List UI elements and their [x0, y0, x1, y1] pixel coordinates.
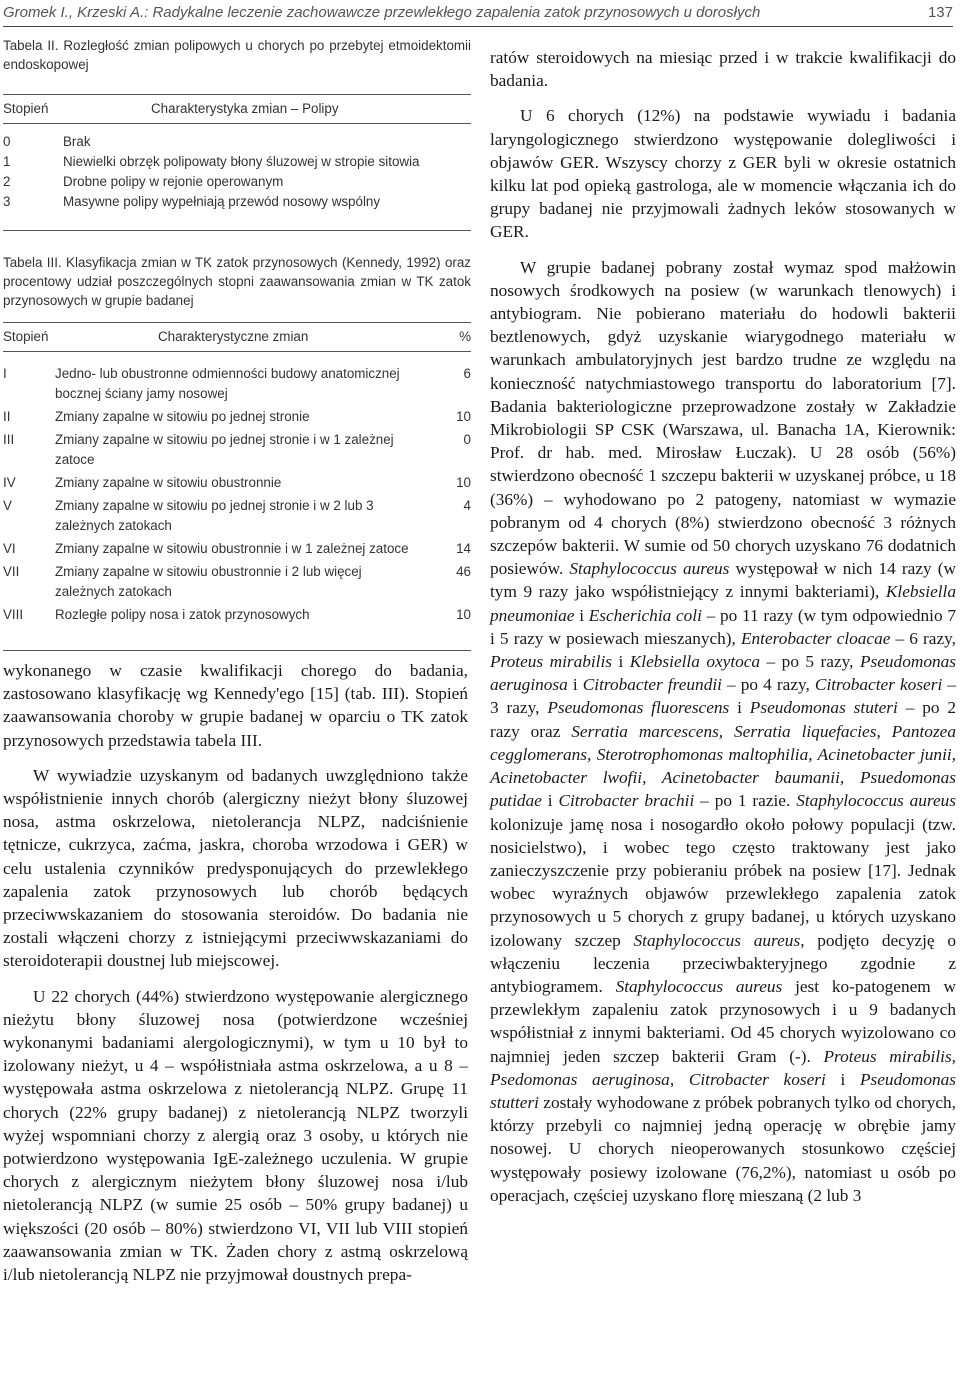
- species-name: Pseudomonas fluorescens: [547, 698, 730, 718]
- table-row: [3, 407, 471, 427]
- row-pct: 0: [463, 432, 471, 447]
- row-desc: Zmiany zapalne w sitowiu po jednej stronie: [55, 409, 310, 424]
- table-3-caption: Tabela III. Klasyfikacja zmian w TK zatok przynosowych (Kennedy, 1992) oraz procentowy udział poszczególnych stopni zaawansowania zmian w TK zatok przynosowych w grupie badanej: [3, 255, 471, 308]
- row-desc: Zmiany zapalne w sitowiu obustronnie i w 1 zależnej zatoce: [55, 541, 409, 556]
- row-stage: VI: [3, 541, 16, 556]
- species-name: Citrobacter freundii: [582, 675, 722, 695]
- table-row: [3, 172, 471, 192]
- table-2-col-stage: Stopień: [3, 101, 49, 116]
- row-desc: Niewielki obrzęk polipowaty błony śluzowej w stropie sitowia: [63, 154, 420, 169]
- text-run: – po 4 razy,: [721, 675, 815, 695]
- species-name: Klebsiella pneumoniae: [490, 582, 956, 625]
- running-title: Gromek I., Krzeski A.: Radykalne leczenie zachowawcze przewlekłego zapalenia zatok przynosowych u dorosłych: [3, 4, 761, 21]
- species-name: Staphylococcus aureus: [796, 791, 956, 811]
- table-2: [3, 36, 471, 236]
- row-desc: Zmiany zapalne w sitowiu obustronnie: [55, 475, 282, 490]
- species-name: Serratia marcescens, Serratia liquefacies, Pantozea cegglomerans, Sterotrophomonas maltophilia, Acinetobacter junii, Acinetobacter lwofii, Acinetobacter baumanii, Psuedomonas putidae: [490, 721, 956, 811]
- row-desc: Masywne polipy wypełniają przewód nosowy wspólny: [63, 194, 381, 209]
- table-row: [3, 192, 471, 212]
- species-name: Enterobacter cloacae: [740, 628, 891, 648]
- body-paragraph: W wywiadzie uzyskanym od badanych uwzględniono także współistnienie innych chorób (alergiczny nieżyt błony śluzowej nosa, astma oskrzelowa, nietolerancja NLPZ, nadciśnienie tętnicze, cukrzyca, zaćma, jaskra, choroba wrzodowa i GER) w celu ustalenia czynników predysponujących do przewlekłego zapalenia zatok przynosowych lub chorób będących przeciwwskazaniem do stosowania steroidów. Do badania nie zostali włączeni chorzy z istniejącymi przeciwwskazaniami do steroidoterapii doustnej lub miejscowej.: [3, 765, 468, 971]
- row-stage: VII: [3, 564, 20, 579]
- table-row: [3, 152, 471, 172]
- row-stage: V: [3, 498, 12, 513]
- species-name: Pseudomonas aeruginosa: [490, 652, 956, 695]
- text-run: i: [541, 791, 559, 811]
- text-run: i: [729, 698, 750, 718]
- body-paragraph: U 22 chorych (44%) stwierdzono występowanie alergicznego nieżytu błony śluzowej nosa (potwierdzone wcześniej wykonanymi badaniami alergologicznymi), w tym u 10 był to izolowany nieżyt, u 4 – współistniała astma oskrzelowa, a u 8 – występowała astma oskrzelowa z nietolerancją NLPZ. Grupę 11 chorych (22% grupy badanej) z nietolerancją NLPZ tworzyli wyżej wspomniani chorzy z alergią oraz 3 osoby, u których nie potwierdzono występowania IgE-zależnego uczulenia. W grupie chorych z alergicznym nieżytem błony śluzowej nosa i/lub nietolerancją NLPZ (w sumie 25 osób – 50% grupy badanej) u większości (20 osób – 80%) stwierdzono VI, VII lub VIII stopień zaawansowania zmian w TK. Żaden chory z astmą oskrzelową i/lub nietolerancją NLPZ nie przyjmował doustnych prepa-: [3, 986, 468, 1285]
- row-desc: Rozległe polipy nosa i zatok przynosowych: [55, 607, 310, 622]
- species-name: Escherichia coli: [588, 605, 702, 625]
- right-column: [490, 46, 956, 1207]
- text-run: – po 11 razy (w tym odpowiednio 7 i 5 razy w posiewach mieszanych),: [490, 605, 956, 648]
- row-stage: IV: [3, 475, 16, 490]
- text-run: , podjęto decyzję o włączeniu leczenia przeciwbakteryjnego zgodnie z antybiogramem.: [490, 930, 956, 996]
- page-number: 137: [927, 4, 953, 21]
- row-pct: 4: [463, 498, 471, 513]
- text-run: jest ko-patogenem w przewlekłym zapaleniu zatok przynosowych i u 9 badanych współistniał z innymi bakteriami. Od 45 chorych wyizolowano co najmniej jeden szczep bakterii Gram (-).: [490, 976, 956, 1066]
- species-name: Citrobacter brachii: [558, 791, 695, 811]
- table-row: [3, 496, 471, 536]
- row-stage: II: [3, 409, 11, 424]
- row-desc: Zmiany zapalne w sitowiu po jednej stronie i w 1 zależnej zatoce: [55, 432, 394, 467]
- text-run: – po 1 razie.: [694, 791, 797, 811]
- table-3-body: [3, 352, 471, 651]
- text-run: W grupie badanej pobrany został wymaz spod małżowin nosowych środkowych na posiew (w warunkach tlenowych) i antybiogram. Nie pobierano materiału do hodowli bakterii beztlenowych, gdyż uzyskanie wiarygodnego materiału w warunkach ambulatoryjnych jest bardzo trudne ze względu na konieczność natychmiastowego transportu do laboratorium [7]. Badania bakteriologiczne przeprowadzone zostały w Zakładzie Mikrobiologii SP CSK (Warszawa, ul. Banacha 1A, Kierownik: Prof. dr hab. med. Mirosław Łuczak). U 28 osób (56%) stwierdzono obecność 1 szczepu bakterii w uzyskanej próbce, u 18 (36%) – wyhodowano po 2 patogeny, natomiast w wymazie pobranym od 4 chorych (8%) stwierdzono obecność 3 różnych szczepów bakterii. W sumie od 50 chorych uzyskano 76 dodatnich posiewów.: [490, 257, 956, 579]
- row-pct: 10: [456, 607, 471, 622]
- text-run: – 6 razy,: [890, 628, 956, 648]
- left-body-text: [3, 659, 468, 1286]
- row-pct: 6: [463, 366, 471, 381]
- table-row: [3, 605, 471, 625]
- table-3: [3, 253, 471, 651]
- table-3-col-pct: %: [459, 329, 471, 344]
- text-run: – 3 razy,: [490, 675, 956, 718]
- row-desc: Jedno- lub obustronne odmienności budowy anatomicznej bocznej ściany jamy nosowej: [55, 366, 400, 401]
- text-run: i: [574, 605, 589, 625]
- table-row: [3, 132, 471, 152]
- body-paragraph: wykonanego w czasie kwalifikacji chorego do badania, zastosowano klasyfikację wg Kennedy'ego [15] (tab. III). Stopień zaawansowania choroby w grupie badanej w oparciu o TK zatok przynosowych przedstawia tabela III.: [3, 661, 468, 750]
- row-pct: 14: [456, 541, 471, 556]
- table-3-col-desc: Charakterystyczne zmian: [158, 329, 309, 344]
- row-pct: 10: [456, 475, 471, 490]
- species-name: Citrobacter koseri: [814, 675, 943, 695]
- row-desc: Zmiany zapalne w sitowiu obustronnie i 2 lub więcej zależnych zatokach: [55, 564, 362, 599]
- left-column: [3, 36, 471, 651]
- row-stage: 1: [3, 154, 11, 169]
- running-header: [3, 2, 953, 27]
- row-stage: 2: [3, 174, 11, 189]
- body-paragraph: U 6 chorych (12%) na podstawie wywiadu i badania laryngologicznego stwierdzono występowanie dolegliwości i objawów GER. Wszyscy chorzy z GER byli w okresie ostatnich kilku lat pod opieką gastrologa, ale w momencie włączania ich do grupy badanej nie przyjmowali żadnych leków stosowanych w GER.: [490, 106, 956, 242]
- row-stage: III: [3, 432, 15, 447]
- row-desc: Zmiany zapalne w sitowiu po jednej stronie i w 2 lub 3 zależnych zatokach: [55, 498, 374, 533]
- species-name: Staphylococcus aureus: [633, 930, 801, 950]
- species-name: Staphylococcus aureus: [615, 976, 783, 996]
- table-2-header: [3, 94, 471, 124]
- row-stage: VIII: [3, 607, 24, 622]
- table-3-col-stage: Stopień: [3, 329, 49, 344]
- text-run: – po 2 razy oraz: [490, 698, 956, 741]
- row-pct: 10: [456, 409, 471, 424]
- row-stage: 3: [3, 194, 11, 209]
- text-run: i: [567, 675, 583, 695]
- table-row: [3, 473, 471, 493]
- species-name: Proteus mirabilis: [490, 652, 613, 672]
- species-name: Proteus mirabilis, Psedomonas aeruginosa, Citrobacter koseri: [490, 1046, 956, 1089]
- text-run: kolonizuje jamę nosa i nosogardło około połowy populacji (tzw. nosicielstwo), i wobec tego często traktowany jest jako zanieczyszczenie przy pobieraniu próbek na posiew [17]. Jednak wobec wyraźnych objawów przewlekłego zapalenia zatok przynosowych u 5 chorych z grupy badanej, u których uzyskano izolowany szczep: [490, 814, 956, 950]
- text-run: występował w nich 14 razy (w tym 9 razy jako współistniejący z innymi bakteriami),: [490, 559, 956, 602]
- table-row: [3, 430, 471, 470]
- table-row: [3, 364, 471, 404]
- row-pct: 46: [456, 564, 471, 579]
- table-row: [3, 539, 471, 559]
- text-run: – po 5 razy,: [760, 652, 860, 672]
- species-name: Klebsiella oxytoca: [629, 652, 761, 672]
- row-stage: 0: [3, 134, 11, 149]
- row-desc: Drobne polipy w rejonie operowanym: [63, 174, 284, 189]
- species-name: Pseudomonas stuteri: [749, 698, 898, 718]
- text-run: i: [612, 652, 630, 672]
- body-paragraph-bacteriology: [490, 256, 956, 1207]
- row-stage: I: [3, 366, 7, 381]
- body-paragraph: ratów steroidowych na miesiąc przed i w trakcie kwalifikacji do badania.: [490, 48, 956, 91]
- table-2-body: [3, 132, 471, 231]
- text-run: i: [825, 1069, 860, 1089]
- species-name: Staphylococcus aureus: [569, 559, 730, 579]
- table-2-caption: Tabela II. Rozległość zmian polipowych u chorych po przebytej etmoidektomii endoskopowej: [3, 38, 471, 72]
- table-row: [3, 562, 471, 602]
- text-run: zostały wyhodowane z próbek pobranych tylko od chorych, którzy przebyli co najmniej jedną operację w obrębie jamy nosowej. U chorych nieoperowanych stosunkowo częściej występowały posiewy izolowane (76,2%), natomiast u osób po operacjach, częściej uzyskano florę mieszaną (2 lub 3: [490, 1092, 957, 1205]
- row-desc: Brak: [63, 134, 91, 149]
- species-name: Pseudomonas stutteri: [490, 1069, 956, 1112]
- table-2-col-desc: Charakterystyka zmian – Polipy: [151, 101, 339, 116]
- table-3-header: [3, 322, 471, 352]
